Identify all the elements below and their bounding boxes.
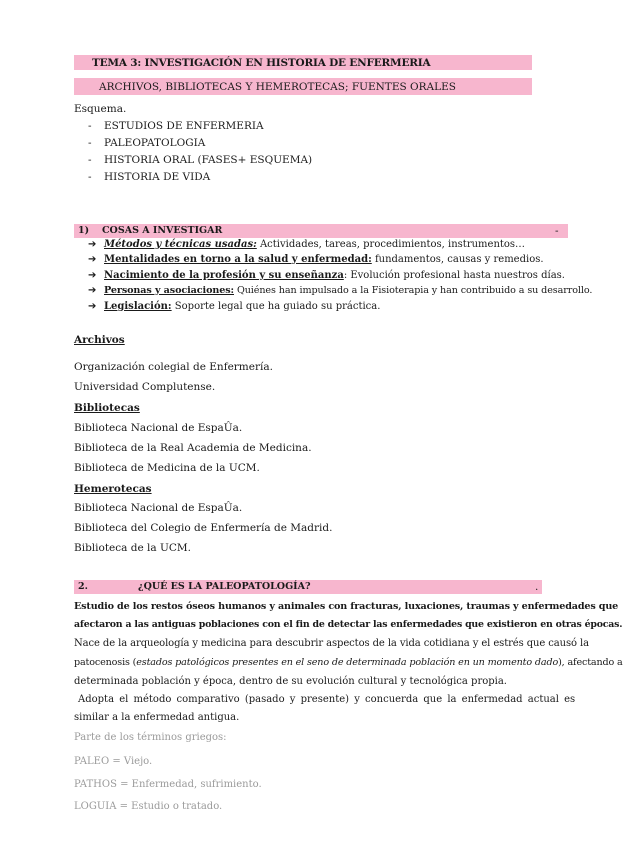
greek-term: PALEO = Viejo.: [74, 756, 153, 767]
greek-terms-intro: Parte de los términos griegos:: [74, 732, 227, 743]
hemerotecas-heading: Hemerotecas: [74, 483, 152, 495]
arrow-right-icon: ➔: [88, 301, 97, 312]
list-item: PALEOPATOLOGIA: [104, 137, 206, 149]
arrow-right-icon: ➔: [88, 239, 97, 250]
list-item: HISTORIA ORAL (FASES+ ESQUEMA): [104, 154, 313, 166]
greek-term: PATHOS = Enfermedad, sufrimiento.: [74, 779, 262, 790]
paragraph-line: [74, 656, 623, 670]
list-bullet: -: [88, 171, 92, 183]
list-item: [104, 300, 380, 314]
greek-term: LOGUIA = Estudio o tratado.: [74, 801, 223, 812]
item-label: Personas y asociaciones:: [104, 285, 234, 296]
list-item: ESTUDIOS DE ENFERMERIA: [104, 120, 264, 132]
arrow-right-icon: ➔: [88, 285, 97, 296]
list-item: [104, 238, 525, 252]
section2-trailing: .: [535, 581, 539, 593]
section2-number: 2.: [78, 581, 88, 592]
item-text: Actividades, tareas, procedimientos, instrumentos…: [256, 239, 526, 250]
paragraph-line: similar a la enfermedad antigua.: [74, 712, 240, 723]
list-item: Biblioteca de Medicina de la UCM.: [74, 462, 260, 474]
list-item: Biblioteca de la UCM.: [74, 542, 191, 554]
paragraph-line: Adopta el método comparativo (pasado y presente) y concuerda que la enfermedad actual es: [78, 694, 576, 705]
paragraph-line: Nace de la arqueología y medicina para descubrir aspectos de la vida cotidiana y el estrés que causó la: [74, 638, 589, 649]
italic-definition: estados patológicos presentes en el seno de determinada población en un momento dado: [136, 657, 559, 668]
paragraph-line: determinada población y época, dentro de su evolución cultural y tecnológica propia.: [74, 676, 507, 687]
bibliotecas-heading: Bibliotecas: [74, 402, 140, 414]
item-text: Quiénes han impulsado a la Fisioterapia y han contribuido a su desarrollo.: [234, 285, 593, 296]
paleo-definition-line: Estudio de los restos óseos humanos y animales con fracturas, luxaciones, traumas y enfermedades que: [74, 601, 619, 612]
text-span: patocenosis (: [74, 657, 137, 668]
esquema-label: Esquema.: [74, 103, 127, 115]
list-bullet: -: [88, 120, 92, 132]
list-item: Biblioteca de la Real Academia de Medicina.: [74, 442, 312, 454]
paleo-definition-line: afectaron a las antiguas poblaciones con el fin de detectar las enfermedades que existieron en otras épocas.: [74, 619, 623, 630]
list-item: HISTORIA DE VIDA: [104, 171, 211, 183]
section1-number: 1): [78, 225, 90, 236]
arrow-right-icon: ➔: [88, 254, 97, 265]
list-bullet: -: [88, 154, 92, 166]
list-item: Universidad Complutense.: [74, 381, 216, 393]
list-item: [104, 253, 544, 267]
item-label: Nacimiento de la profesión y su enseñanza: [104, 270, 344, 281]
subtitle: ARCHIVOS, BIBLIOTECAS Y HEMEROTECAS; FUENTES ORALES: [99, 81, 456, 93]
list-item: Biblioteca Nacional de EspaÛa.: [74, 502, 243, 514]
list-bullet: -: [88, 137, 92, 149]
section1-title: COSAS A INVESTIGAR: [102, 225, 223, 236]
list-item: Biblioteca Nacional de EspaÛa.: [74, 422, 243, 434]
list-item: [104, 269, 565, 283]
list-item: Organización colegial de Enfermería.: [74, 361, 273, 373]
item-text: fundamentos, causas y remedios.: [371, 254, 544, 265]
tema-title: TEMA 3: INVESTIGACIÓN EN HISTORIA DE ENFERMERIA: [92, 57, 431, 69]
section2-title: ¿QUÉ ES LA PALEOPATOLOGÍA?: [138, 581, 311, 592]
item-label: Mentalidades en torno a la salud y enfermedad:: [104, 254, 372, 265]
archivos-heading: Archivos: [74, 334, 125, 346]
list-item: [104, 284, 592, 298]
section1-trailing: -: [555, 225, 559, 237]
text-span: ), afectando a: [558, 657, 623, 668]
item-text: : Evolución profesional hasta nuestros días.: [343, 270, 565, 281]
item-label: Legislación:: [104, 301, 172, 312]
arrow-right-icon: ➔: [88, 270, 97, 281]
item-text: Soporte legal que ha guiado su práctica.: [171, 301, 381, 312]
item-label: Métodos y técnicas usadas:: [104, 239, 257, 250]
list-item: Biblioteca del Colegio de Enfermería de Madrid.: [74, 522, 333, 534]
